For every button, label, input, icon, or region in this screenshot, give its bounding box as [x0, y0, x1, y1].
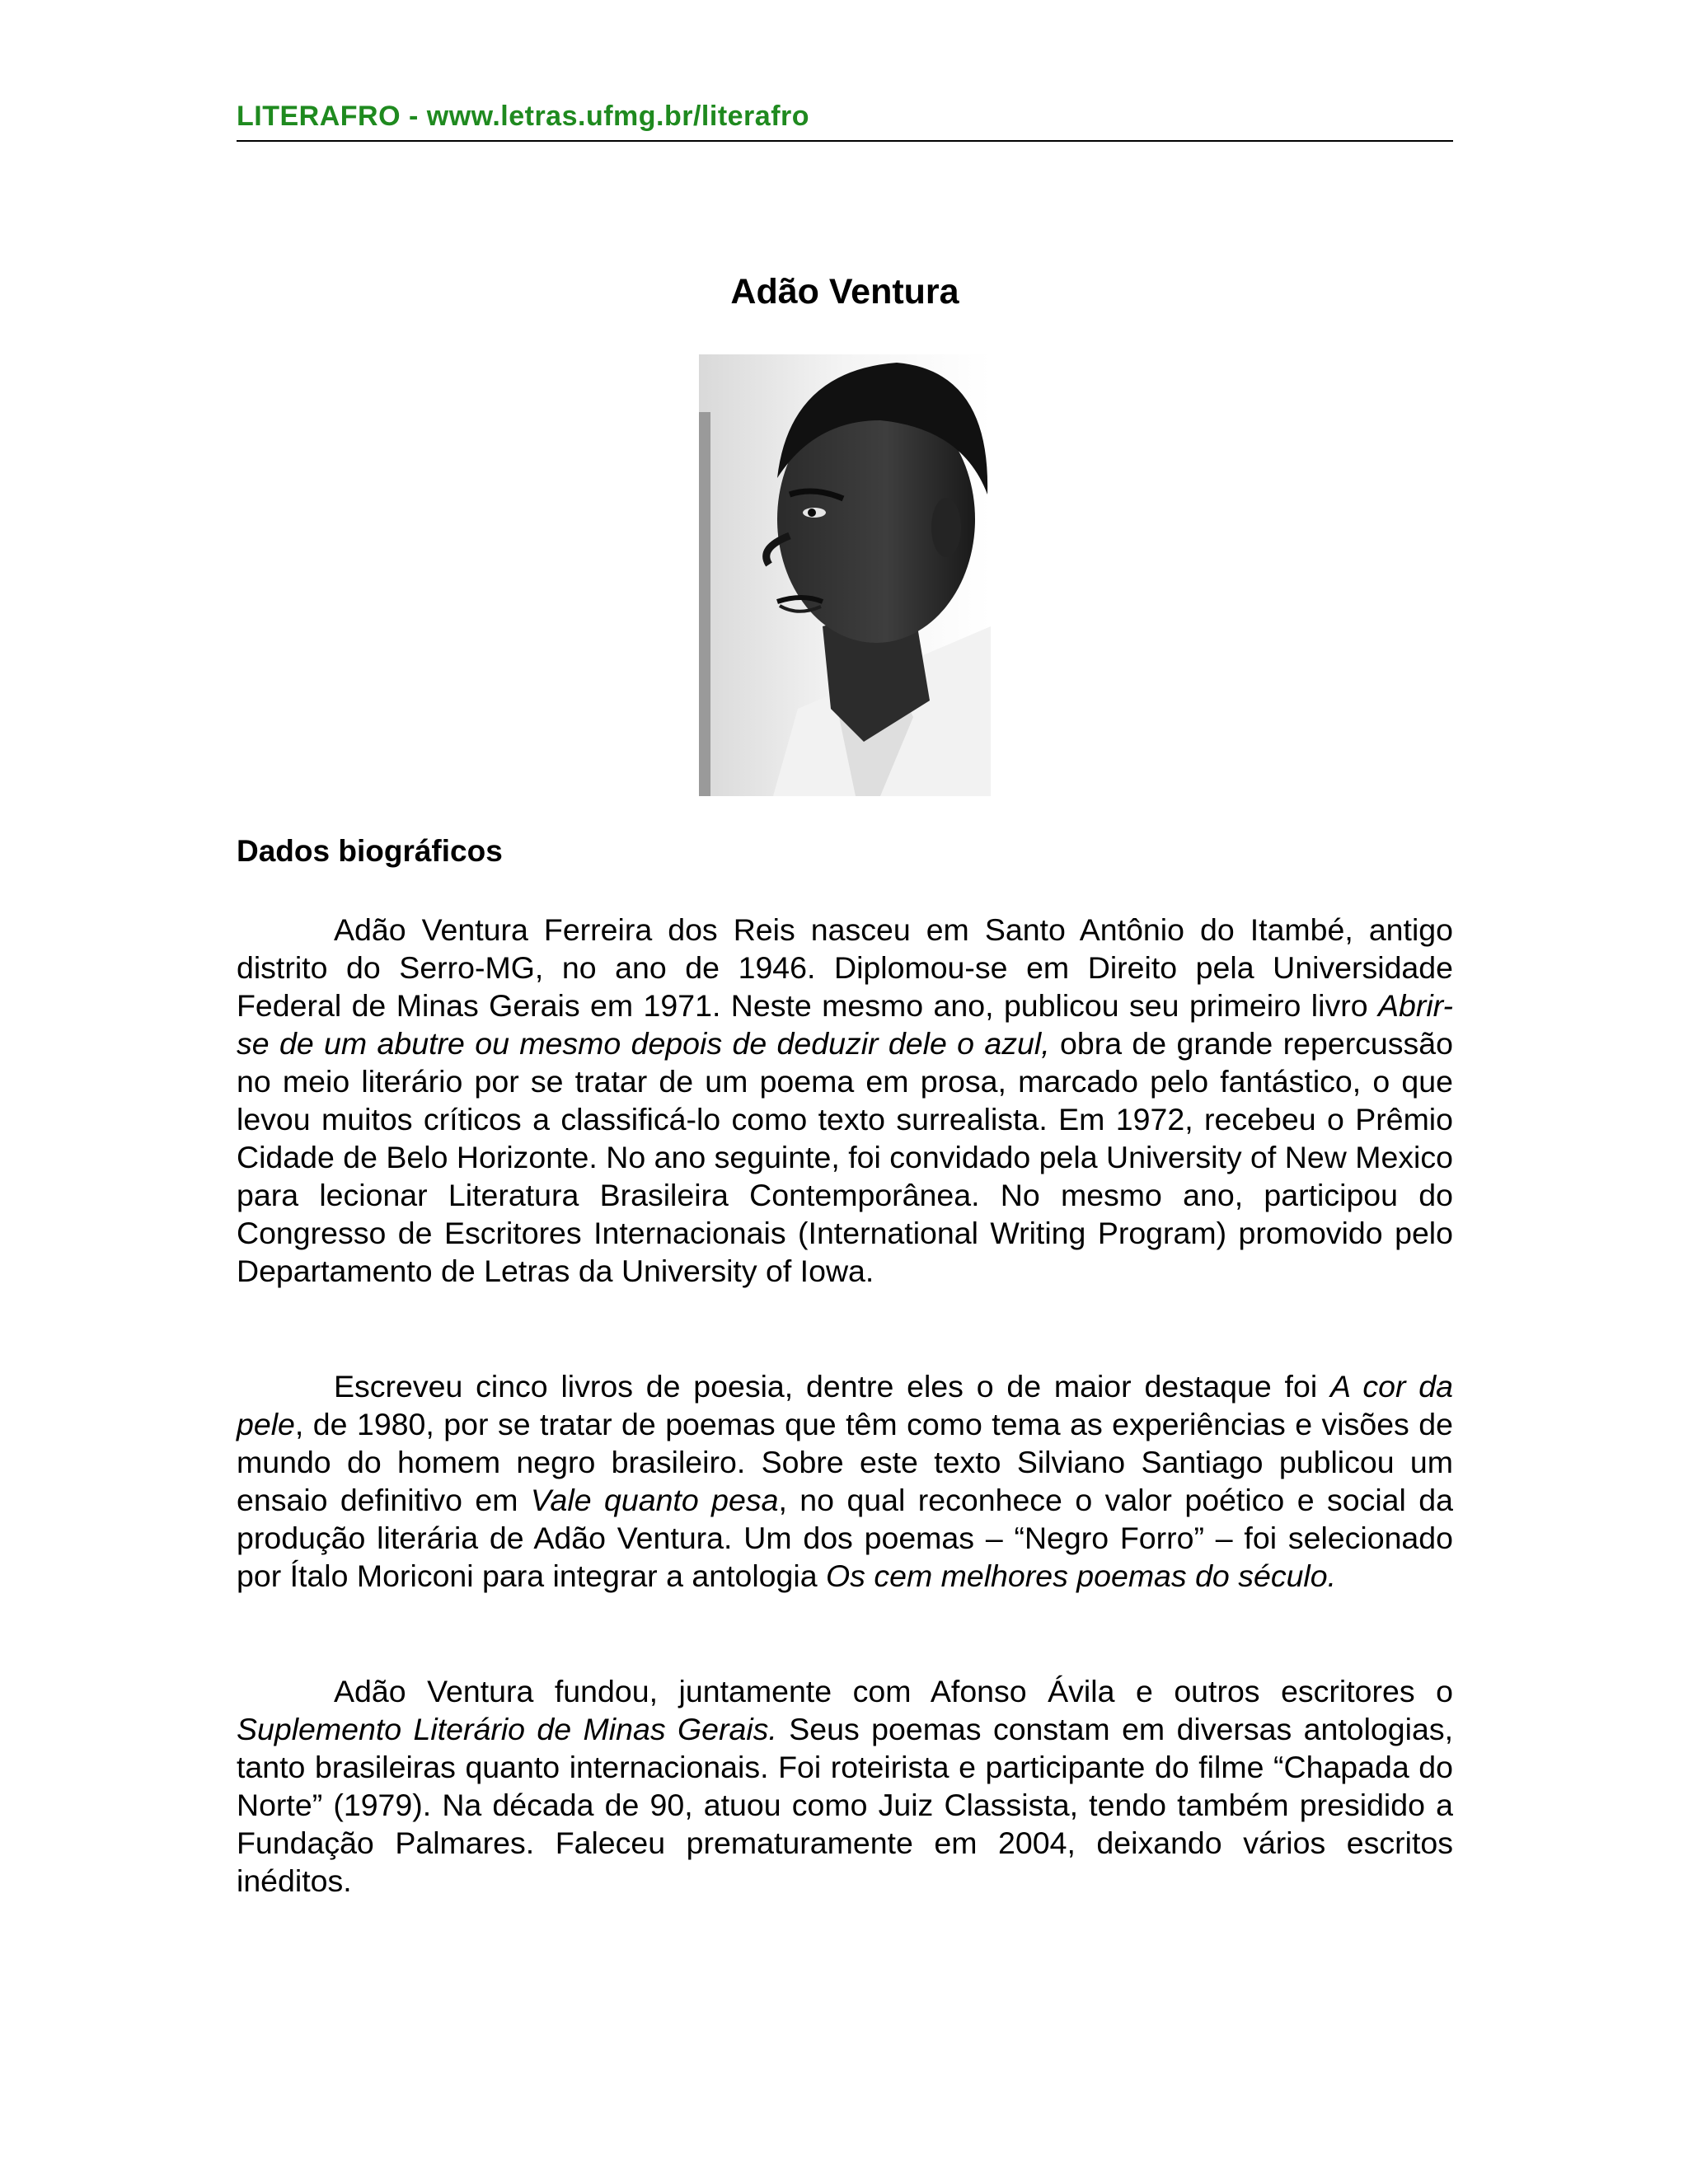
page-header — [237, 97, 1453, 142]
page-title: Adão Ventura — [730, 272, 959, 312]
biography-paragraph-2: Escreveu cinco livros de poesia, dentre eles o de maior destaque foi A cor da pele, de 1980, por se tratar de poemas que têm como tema as experiências e visões de mundo do homem negro brasileiro. Sobre este texto Silviano Santiago publicou um ensaio definitivo em Vale quanto pesa, no qual reconhece o valor poético e social da produção literária de Adão Ventura. Um dos poemas – “Negro Forro” – foi selecionado por Ítalo Moriconi para integrar a antologia Os cem melhores poemas do século. — [237, 1369, 1454, 1593]
author-portrait-photo — [699, 354, 991, 796]
section-heading: Dados biográficos — [237, 834, 503, 868]
biography-paragraph-1: Adão Ventura Ferreira dos Reis nasceu em Santo Antônio do Itambé, antigo distrito do Serro-MG, no ano de 1946. Diplomou-se em Direito pela Universidade Federal de Minas Gerais em 1971. Neste mesmo ano, publicou seu primeiro livro Abrir-se de um abutre ou mesmo depois de deduzir dele o azul, obra de grande repercussão no meio literário por se tratar de um poema em prosa, marcado pelo fantástico, o que levou muitos críticos a classificá-lo como texto surrealista. Em 1972, recebeu o Prêmio Cidade de Belo Horizonte. No ano seguinte, foi convidado pela University of New Mexico para lecionar Literatura Brasileira Contemporânea. No mesmo ano, participou do Congresso de Escritores Internacionais (International Writing Program) promovido pelo Departamento de Letras da University of Iowa. — [237, 912, 1453, 1288]
biography-paragraph-3: Adão Ventura fundou, juntamente com Afonso Ávila e outros escritores o Suplemento Literário de Minas Gerais. Seus poemas constam em diversas antologias, tanto brasileiras quanto internacionais. Foi roteirista e participante do filme “Chapada do Norte” (1979). Na década de 90, atuou como Juiz Classista, tendo também presidido a Fundação Palmares. Faleceu prematuramente em 2004, deixando vários escritos inéditos. — [237, 1674, 1453, 1898]
site-header-link: LITERAFRO - www.letras.ufmg.br/literafro — [237, 101, 810, 132]
